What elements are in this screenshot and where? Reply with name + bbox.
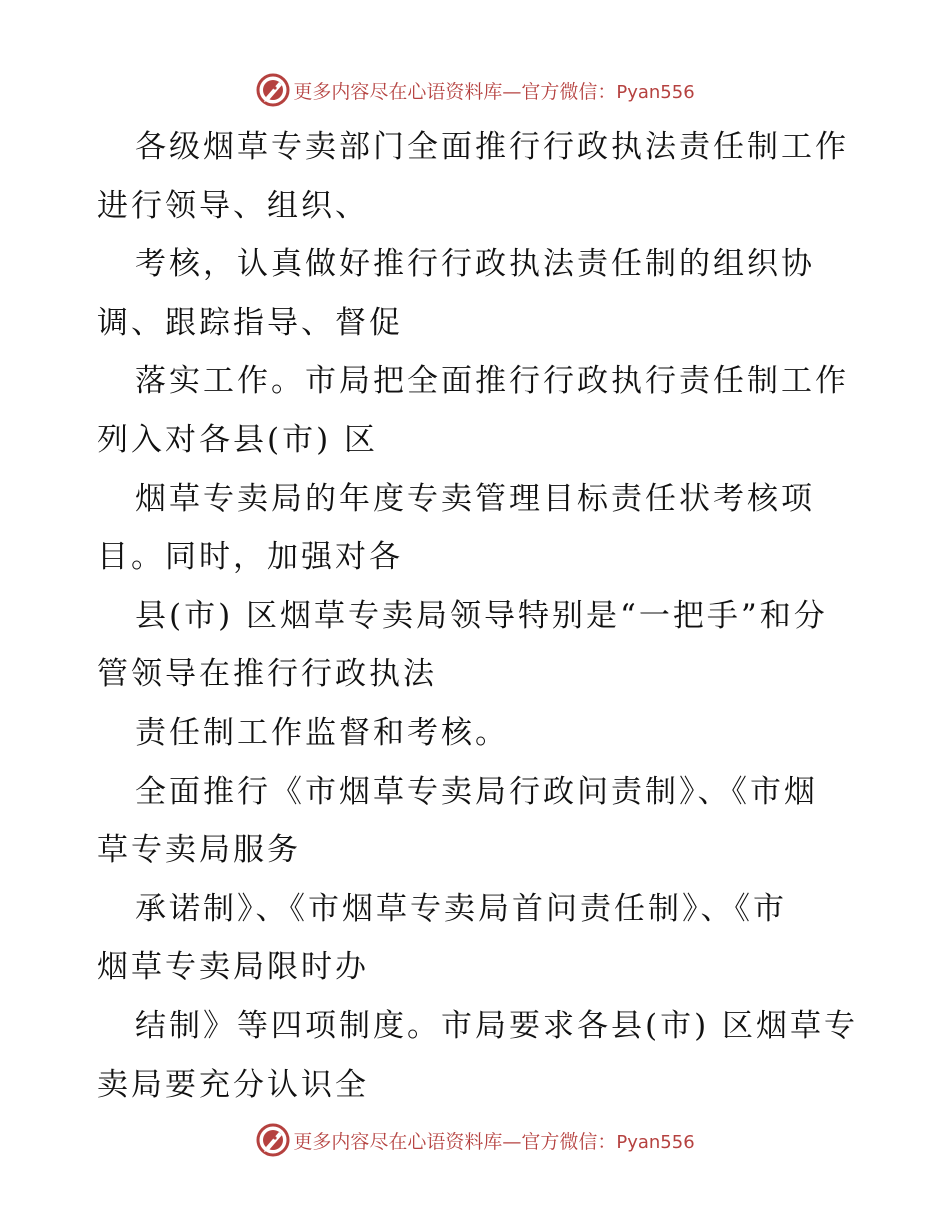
body-line: 结制》等四项制度。市局要求各县(市) 区烟草专 [135,1007,859,1044]
body-line: 烟草专卖局限时办 [97,949,369,986]
body-line: 考核，认真做好推行行政执法责任制的组织协 [135,246,815,283]
body-line: 承诺制》、《市烟草专卖局首问责任制》、《市 [135,890,787,927]
banner-message: 更多内容尽在心语资料库—官方微信： [293,80,617,103]
body-line: 管领导在推行行政执法 [97,656,437,693]
pen-nib-logo-icon [255,1122,291,1158]
body-line: 全面推行《市烟草专卖局行政问责制》、《市烟 [135,773,818,810]
banner-wechat-id: Pyan556 [616,1131,695,1153]
header-banner [0,70,950,110]
footer-banner [0,1120,950,1160]
body-line: 调、跟踪指导、督促 [97,304,403,341]
banner-text [293,77,694,104]
body-line: 责任制工作监督和考核。 [135,714,509,751]
body-line: 落实工作。市局把全面推行行政执行责任制工作 [135,363,849,400]
banner-text [293,1127,694,1154]
body-line: 进行领导、组织、 [97,187,369,224]
body-line: 卖局要充分认识全 [97,1066,369,1103]
body-line: 县(市) 区烟草专卖局领导特别是“一把手”和分 [135,597,828,634]
pen-nib-logo-icon [255,72,291,108]
document-body [97,118,857,1114]
body-line: 烟草专卖局的年度专卖管理目标责任状考核项 [135,480,815,517]
body-line: 各级烟草专卖部门全面推行行政执法责任制工作 [135,129,849,165]
banner-wechat-id: Pyan556 [616,81,695,103]
body-line: 列入对各县(市) 区 [97,421,379,458]
body-line: 草专卖局服务 [97,832,301,869]
body-line: 目。同时，加强对各 [97,539,403,576]
banner-message: 更多内容尽在心语资料库—官方微信： [293,1130,617,1153]
